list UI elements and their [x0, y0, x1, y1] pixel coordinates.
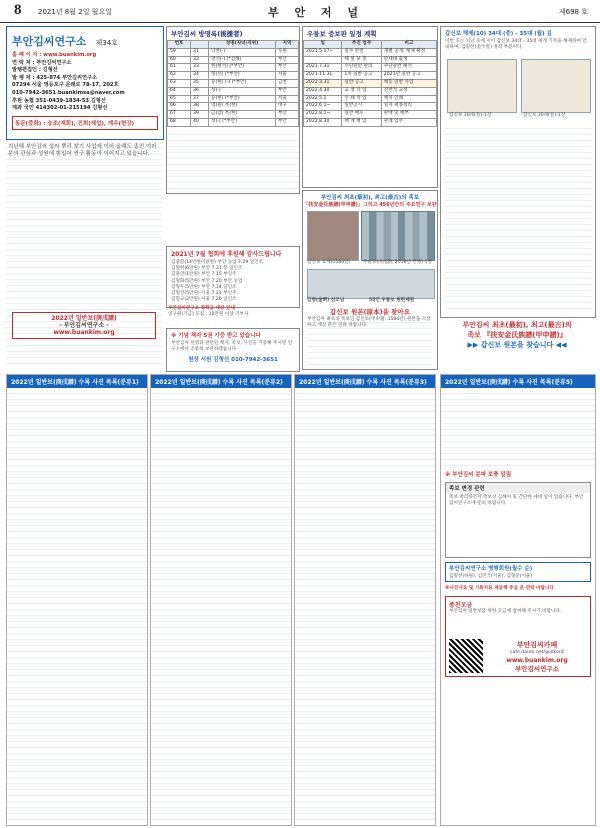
article-box-url[interactable]: www.buankim.org — [53, 329, 115, 336]
banner-line-2: 족보 『扶安金氏族譜(甲申譜)』 — [467, 331, 567, 339]
table-row: 65 37 승(현) (*부안) 서울 — [168, 95, 299, 103]
ad-title: ※ 기념 책자 5권 기증 받고 있습니다 — [171, 333, 261, 339]
col-header: 번호 — [168, 41, 191, 49]
info-line: 07294 서울 영등포구 문래로 78-17, 202호 — [12, 82, 119, 89]
gapsinbo-page-image-1 — [447, 59, 517, 113]
book-banner-1: 부안김씨 최초(最初), 최고(最古)의 족보 — [320, 195, 420, 201]
cafe-title: 부안김씨카페 — [516, 641, 558, 650]
musulbo-books-image — [361, 211, 435, 261]
cafe-url[interactable]: cafe.daum.net/gudkorit — [510, 650, 564, 656]
photo-list-column-3 — [294, 374, 436, 826]
photo-list-column-1 — [6, 374, 148, 826]
donation-ad-box — [166, 328, 300, 372]
notice-box-body: 족보 정리하면서 족보상 김해씨 및 간단한 세대 일이 있습니다. 부안김씨연구소에 문의 바랍니다. — [449, 495, 584, 507]
table-row: 60 32 영석(-) (*김해) 부산 — [168, 56, 299, 64]
issue-number: 제698 호 — [558, 8, 588, 16]
ancestor-photos — [307, 269, 435, 299]
column-lines — [441, 388, 595, 468]
article-paragraph: 지난해 부안김씨 성씨 뿌리 찾기 사업에 이어 올해도 종친 여러분의 관심과 성원에 힘입어 연구 활동이 이어지고 있습니다. — [8, 144, 157, 157]
info-line: 발 행 처 : 425-874 부안김씨연구소 — [12, 74, 98, 81]
table-row: 2021.5.17~ 일수 완결 개별 공개, 체제 확정 — [304, 48, 437, 56]
donors-notes — [167, 129, 299, 189]
gapsinbo-title: 갑신보 해제(10) 34대 (중) - 35대 (월) 김 — [445, 31, 552, 37]
notice-box — [445, 482, 591, 558]
fund-note-line: 연구원(기금) 모집 : 10만원 이상 기부자 — [168, 312, 249, 318]
col-header: 성명(자녀/직위) — [209, 41, 276, 49]
table-row: 2022.8.1~ 일반 배포 판매 및 배부 — [304, 111, 437, 119]
column-title: 2022년 일반보(庚戌譜) 수록 사진 목록(분류5) — [441, 375, 595, 388]
info-line: 후원 농협 351-0439-1834-53 김형선 — [12, 97, 106, 104]
donors-title: 부안김씨 방명록(後援者) — [171, 30, 243, 38]
notice-box-title: 족보 변경 관련 — [446, 483, 590, 493]
column-title: 2022년 일반보(庚戌譜) 수록 사진 목록(분류2) — [151, 375, 291, 388]
list-item: 김형두(5만원) 부안 7.14 일인조 — [171, 284, 237, 290]
banner-line-3: ▶▶ 갑신보 원본을 찾습니다 ◀◀ — [467, 341, 567, 349]
contributors-box — [445, 562, 591, 582]
books-caption: 무술보(戊戌譜, 2018년 간행) 1질 — [363, 260, 432, 265]
table-row: 해 설 보 충 단세대 출생 — [304, 56, 437, 64]
find-original-banner — [440, 320, 594, 368]
table-row: 64 36 성(-) 부안 — [168, 87, 299, 95]
column-lines — [295, 388, 435, 826]
gapsinbo-intro: 이번 호는 지난 호에 이어 갑신보 34대 - 35대 세계 기록을 해제하여 안내하며, 김형선(金亨善) 정리 부분이다. — [445, 39, 587, 51]
info-line[interactable]: 010-7942-3651 buankimsa@naver.com — [12, 89, 125, 96]
book-section — [302, 190, 438, 370]
find-original-title: 갑신보 원본(原本)을 찾아요 — [330, 308, 410, 316]
gapsinbo-article — [440, 26, 596, 318]
table-row: 2022.4.30 교 정 작 업 전반적 교정 — [304, 87, 437, 95]
article-box-sub: - 부안김씨연구소 - — [59, 322, 109, 329]
article-box-title: 2022년 일반보(庚戌譜) — [51, 315, 117, 322]
ad-contact: 원장 서원 김형선 010-7942-3651 — [188, 357, 278, 364]
column-title: 2022년 일반보(庚戌譜) 수록 사진 목록(분류3) — [295, 375, 435, 388]
find-original-body: 부안김씨 최초의 족보인 갑신보(甲申譜, 1584년) 원본을 소장하고 계신 분은 연락 바랍니다. — [307, 317, 433, 365]
thanks-title: 2021년 7월 협회에 후원해 감사드립니다 — [171, 251, 282, 258]
list-item: 김용환(14만원이용한) 부안 농업 7.29 일인조 — [171, 260, 264, 265]
table-row: 2021.7.31 수단관련 판의 수단관련 해석 — [304, 64, 437, 72]
column-lines — [151, 388, 291, 826]
list-item: 김형화(5만원) 부안 7.20 부안 농업 — [171, 278, 243, 284]
info-line: 발행편집인 : 김형선 — [12, 67, 58, 74]
schedule-title: 우물보 중보판 일정 계획 — [307, 30, 377, 38]
institute-issue: 제34호 — [95, 39, 118, 47]
newspaper-name: 부 안 저 널 — [268, 6, 364, 19]
info-line: 연 락 처 : 부안김씨연구소 — [12, 59, 72, 66]
schedule-table: 일 추진 업무 비고 2021.5.17~ 일수 완결 개별 공개, 체제 확정 해 설 보 충 단세대 출생 2021.7.31 수단관련 판의 수단관련 해석 2021.11.31 1차 일반 공고 2021년 일반 공고 2022.3.31 일반 공고 책등 일반 사업 2022.4.30 교 정 작 업 전반적 교정 2022.5.1 인 쇄 작 업 책자 인쇄 2022.6.1~ 일반공시 일자 최종정리 2022.8.1~ 일반 배포 판매 및 배부 2022.8.30 책 계 책 임 관계 업무 — [303, 40, 437, 127]
photo-list-column-2 — [150, 374, 292, 826]
page-caption-2: 갑신보 30세(卷)-1장 — [523, 113, 566, 118]
table-row: 61 33 현(현석) (*부안) 부산 — [168, 64, 299, 72]
contributors-line: 김형선(하원), 김민국(서울), 김형준(서울) — [449, 574, 533, 579]
descendants-note: 동문(중화) : 승조(재회), 진희(재섭), 계우(현강) — [12, 116, 158, 130]
table-row: 67 39 금(갑) 옥(현) 부산 — [168, 111, 299, 119]
gapsinbo-page-image-2 — [521, 59, 591, 113]
contributors-title: 부안김씨연구소 병행회원(월수 순) — [449, 566, 533, 572]
promo-box — [445, 596, 591, 677]
gapsinbo-cover-image — [307, 211, 359, 261]
info-line: 계좌 국민 414302-01-215194 김형선 — [12, 105, 108, 112]
thanks-box — [166, 246, 300, 308]
photo-request-note: ※사진자료 및 기록자료 제공해 주실 분 연락 바랍니다 — [445, 586, 554, 592]
list-item: 김형진(5만원) 서울 7.21 부인주 — [171, 291, 237, 297]
info-line[interactable]: 홈 페 이 지 : www.buankim.org — [12, 52, 97, 58]
promo-body: 부안김씨 일반보를 위한 모금에 참여해 주시기 바랍니다. — [449, 609, 562, 615]
table-row: 68 40 성(-) (*부안) 부안 — [168, 118, 299, 126]
article-box — [12, 312, 156, 339]
photo-caption-left: 김명(金明) 선조님 — [307, 298, 345, 303]
page-header — [0, 0, 600, 23]
table-row: 59 31 낙찬(-) 수원 — [168, 48, 299, 56]
org-name: 부안김씨연구소 — [515, 664, 559, 673]
donors-box — [166, 26, 300, 194]
article-body-lines — [6, 160, 162, 310]
page-number: 8 — [14, 2, 22, 18]
institute-info — [7, 52, 163, 113]
banner-line-1: 부안김씨 최초(最初), 최고(最古)의 — [462, 321, 572, 329]
table-row: 2022.8.30 책 계 책 임 관계 업무 — [304, 118, 437, 126]
institute-title: 부안김씨연구소 — [12, 35, 87, 48]
list-item: 김용연(1만원) 부안 7.15 부인주 — [171, 272, 237, 278]
donors-table — [167, 40, 299, 127]
table-row: 66 38 영(용) 옥(현) 대구 — [168, 103, 299, 111]
photo-caption-right: 55인 우물보 원편제원 — [369, 298, 415, 303]
ad-body: 부안김씨 선영과 관련된 책자, 족보, 사진을 기증해 주시면 연구소에서 소중히 보관하겠습니다. — [171, 341, 293, 353]
schedule-box — [302, 26, 438, 188]
promo-title: 종친모금 — [449, 602, 473, 610]
table-row: 63 35 동(현) (-) (*부안) 금천 — [168, 79, 299, 87]
table-row: 2022.3.31 일반 공고 책등 일반 사업 — [304, 79, 437, 87]
fund-notes — [168, 306, 296, 318]
cover-caption: 갑신보 표제(1584년) — [307, 260, 351, 265]
gapsinbo-body-lines — [445, 123, 591, 313]
site-url[interactable]: www.buankim.org — [506, 656, 568, 664]
qr-code-icon[interactable] — [449, 639, 483, 673]
thanks-list — [167, 260, 299, 303]
list-item: 김형규(2만원) 서울 7.20 일인조 — [171, 297, 237, 303]
column-title: 2022년 일반보(庚戌譜) 수록 사진 목록(분류1) — [7, 375, 147, 388]
page-caption-1: 갑신보 30세(卷)-1장 — [449, 113, 492, 118]
table-row: 2022.5.1 인 쇄 작 업 책자 인쇄 — [304, 95, 437, 103]
issue-date: 2021년 8월 2일 월요일 — [38, 8, 112, 16]
right-bottom-column — [440, 374, 596, 826]
notice-title: ※ 부안김씨 분파 보충 알림 — [445, 472, 512, 478]
col-header: 지역 — [275, 41, 298, 49]
table-row: 2022.6.1~ 일반공시 일자 최종정리 — [304, 103, 437, 111]
fund-note-title: 부안김씨연구소 장학금 대상 안내 — [168, 306, 235, 311]
column-lines — [7, 388, 147, 826]
list-item: 김형현(6만원) 부안 7.21 봉 일인조 — [171, 266, 243, 272]
table-row: 2021.11.31 1차 일반 공고 2021년 일반 공고 — [304, 72, 437, 80]
table-row: 62 34 형(선) (*부안) 서울 — [168, 72, 299, 80]
left-article — [6, 142, 162, 368]
book-banner-2: 「扶安金氏族譜(甲申譜)」그리고 456년만의 주요연구 보완 — [303, 202, 437, 208]
research-institute-box — [6, 26, 164, 140]
